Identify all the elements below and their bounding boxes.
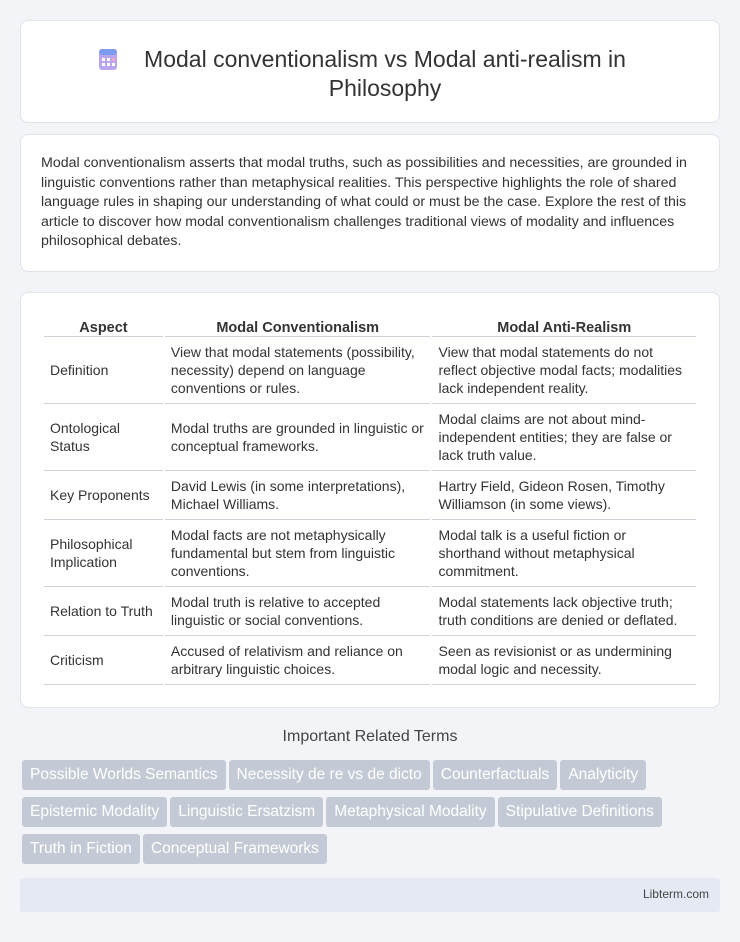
row-conventionalism: Modal truth is relative to accepted linguistic or social conventions. [165, 587, 431, 636]
row-aspect: Ontological Status [44, 404, 163, 471]
footer-site-link[interactable]: Libterm.com [642, 887, 709, 901]
title-card [20, 20, 720, 123]
intro-card [20, 134, 720, 272]
related-terms-heading: Important Related Terms [282, 728, 458, 745]
related-term-tag[interactable]: Truth in Fiction [22, 834, 140, 864]
related-term-tag[interactable]: Necessity de re vs de dicto [229, 760, 430, 790]
table-header-row [44, 316, 696, 337]
row-anti-realism: Seen as revisionist or as undermining modal logic and necessity. [432, 636, 696, 685]
row-conventionalism: View that modal statements (possibility, necessity) depend on language conventions or rules. [165, 337, 431, 404]
row-aspect: Criticism [44, 636, 163, 685]
related-term-tag[interactable]: Metaphysical Modality [326, 797, 494, 827]
row-aspect: Definition [44, 337, 163, 404]
header-modal-conventionalism: Modal Conventionalism [165, 316, 431, 337]
row-anti-realism: Modal talk is a useful fiction or shorthand without metaphysical commitment. [432, 520, 696, 587]
table-row [44, 404, 696, 471]
row-anti-realism: Modal statements lack objective truth; truth conditions are denied or deflated. [432, 587, 696, 636]
row-conventionalism: Accused of relativism and reliance on arbitrary linguistic choices. [165, 636, 431, 685]
related-term-tag[interactable]: Stipulative Definitions [498, 797, 662, 827]
page-title: Modal conventionalism vs Modal anti-realism in Philosophy [144, 46, 626, 101]
row-anti-realism: Modal claims are not about mind-independent entities; they are false or lack truth value. [432, 404, 696, 471]
table-row [44, 471, 696, 520]
footer [20, 878, 720, 912]
related-term-tag[interactable]: Linguistic Ersatzism [170, 797, 323, 827]
row-conventionalism: Modal facts are not metaphysically fundamental but stem from linguistic conventions. [165, 520, 431, 587]
intro-paragraph: Modal conventionalism asserts that modal truths, such as possibilities and necessities, are grounded in linguistic conventions rather than metaphysical realities. This perspective highlights the role of shared language rules in shaping our understanding of what could or must be the case. Explore the rest of this article to discover how modal conventionalism challenges traditional views of modality and influences philosophical debates. [41, 155, 687, 249]
row-anti-realism: Hartry Field, Gideon Rosen, Timothy Williamson (in some views). [432, 471, 696, 520]
header-aspect: Aspect [44, 316, 163, 337]
row-aspect: Key Proponents [44, 471, 163, 520]
comparison-table [42, 316, 698, 685]
header-modal-anti-realism: Modal Anti-Realism [432, 316, 696, 337]
comparison-card [20, 292, 720, 708]
related-term-tag[interactable]: Epistemic Modality [22, 797, 167, 827]
related-term-tag[interactable]: Counterfactuals [433, 760, 558, 790]
table-row [44, 337, 696, 404]
row-conventionalism: David Lewis (in some interpretations), Michael Williams. [165, 471, 431, 520]
related-terms-list [22, 760, 722, 871]
table-row [44, 520, 696, 587]
table-row [44, 587, 696, 636]
row-aspect: Philosophical Implication [44, 520, 163, 587]
related-term-tag[interactable]: Possible Worlds Semantics [22, 760, 226, 790]
row-conventionalism: Modal truths are grounded in linguistic or conceptual frameworks. [165, 404, 431, 471]
table-row [44, 636, 696, 685]
related-term-tag[interactable]: Conceptual Frameworks [143, 834, 327, 864]
row-aspect: Relation to Truth [44, 587, 163, 636]
related-term-tag[interactable]: Analyticity [560, 760, 646, 790]
row-anti-realism: View that modal statements do not reflect objective modal facts; modalities lack independent reality. [432, 337, 696, 404]
